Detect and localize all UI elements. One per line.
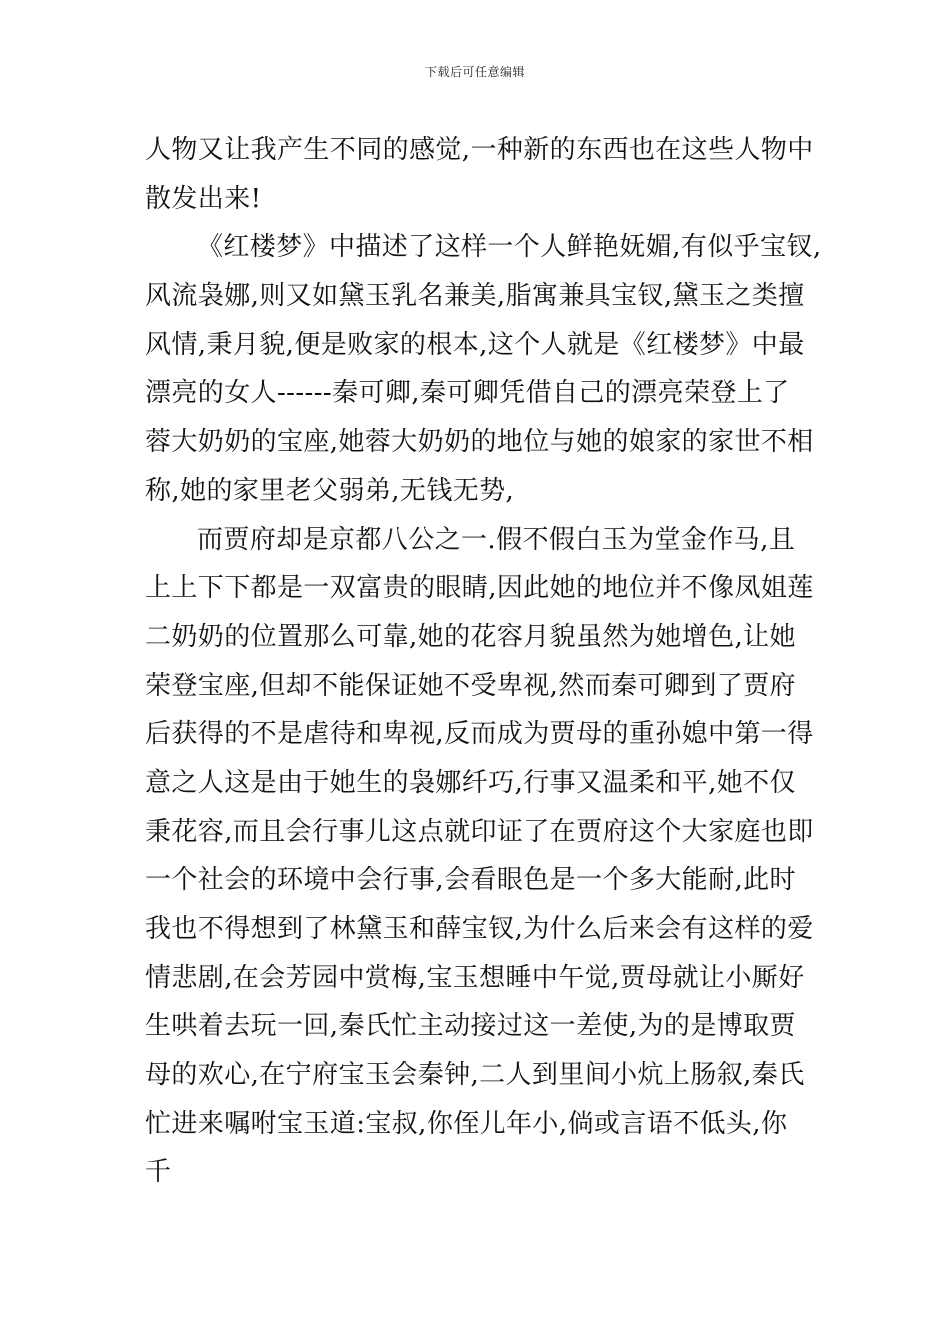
text-line: 后获得的不是虐待和卑视,反而成为贾母的重孙媳中第一得 — [145, 719, 814, 750]
text-line: 散发出来! — [145, 183, 262, 214]
text-line: 漂亮的女人------秦可卿,秦可卿凭借自己的漂亮荣登上了 — [145, 378, 790, 409]
text-line: 风情,秉月貌,便是败家的根本,这个人就是《红楼梦》中最 — [145, 329, 805, 360]
text-line: 千 — [145, 1157, 172, 1188]
paragraph-start-line: 《红楼梦》中描述了这样一个人鲜艳妩媚,有似乎宝钗, — [197, 232, 822, 263]
text-line: 一个社会的环境中会行事,会看眼色是一个多大能耐,此时 — [145, 865, 796, 896]
page-header: 下载后可任意编辑 — [424, 65, 525, 79]
text-line: 情悲剧,在会芳园中赏梅,宝玉想睡中午觉,贾母就让小厮好 — [145, 962, 805, 993]
text-line: 上上下下都是一双富贵的眼睛,因此她的地位并不像凤姐莲 — [145, 573, 814, 604]
text-line: 生哄着去玩一回,秦氏忙主动接过这一差使,为的是博取贾 — [145, 1011, 796, 1042]
text-line: 秉花容,而且会行事儿这点就印证了在贾府这个大家庭也即 — [145, 816, 814, 847]
text-line: 蓉大奶奶的宝座,她蓉大奶奶的地位与她的娘家的家世不相 — [145, 427, 814, 458]
text-line: 称,她的家里老父弱弟,无钱无势, — [145, 475, 515, 506]
paragraph-start-line: 而贾府却是京都八公之一.假不假白玉为堂金作马,且 — [197, 524, 796, 555]
document-body — [145, 126, 822, 1197]
text-line: 我也不得想到了林黛玉和薛宝钗,为什么后来会有这样的爱 — [145, 914, 814, 944]
text-line: 忙进来嘱咐宝玉道:宝叔,你侄儿年小,倘或言语不低头,你 — [145, 1108, 788, 1139]
text-line: 荣登宝座,但却不能保证她不受卑视,然而秦可卿到了贾府 — [145, 670, 796, 701]
text-line: 意之人这是由于她生的袅娜纤巧,行事又温柔和平,她不仅 — [145, 767, 796, 798]
text-line: 人物又让我产生不同的感觉,一种新的东西也在这些人物中 — [145, 135, 814, 165]
text-line: 二奶奶的位置那么可靠,她的花容月貌虽然为她增色,让她 — [145, 621, 796, 652]
text-line: 风流袅娜,则又如黛玉乳名兼美,脂寓兼具宝钗,黛玉之类擅 — [145, 281, 805, 312]
text-line: 母的欢心,在宁府宝玉会秦钟,二人到里间小炕上肠叙,秦氏 — [145, 1060, 805, 1091]
